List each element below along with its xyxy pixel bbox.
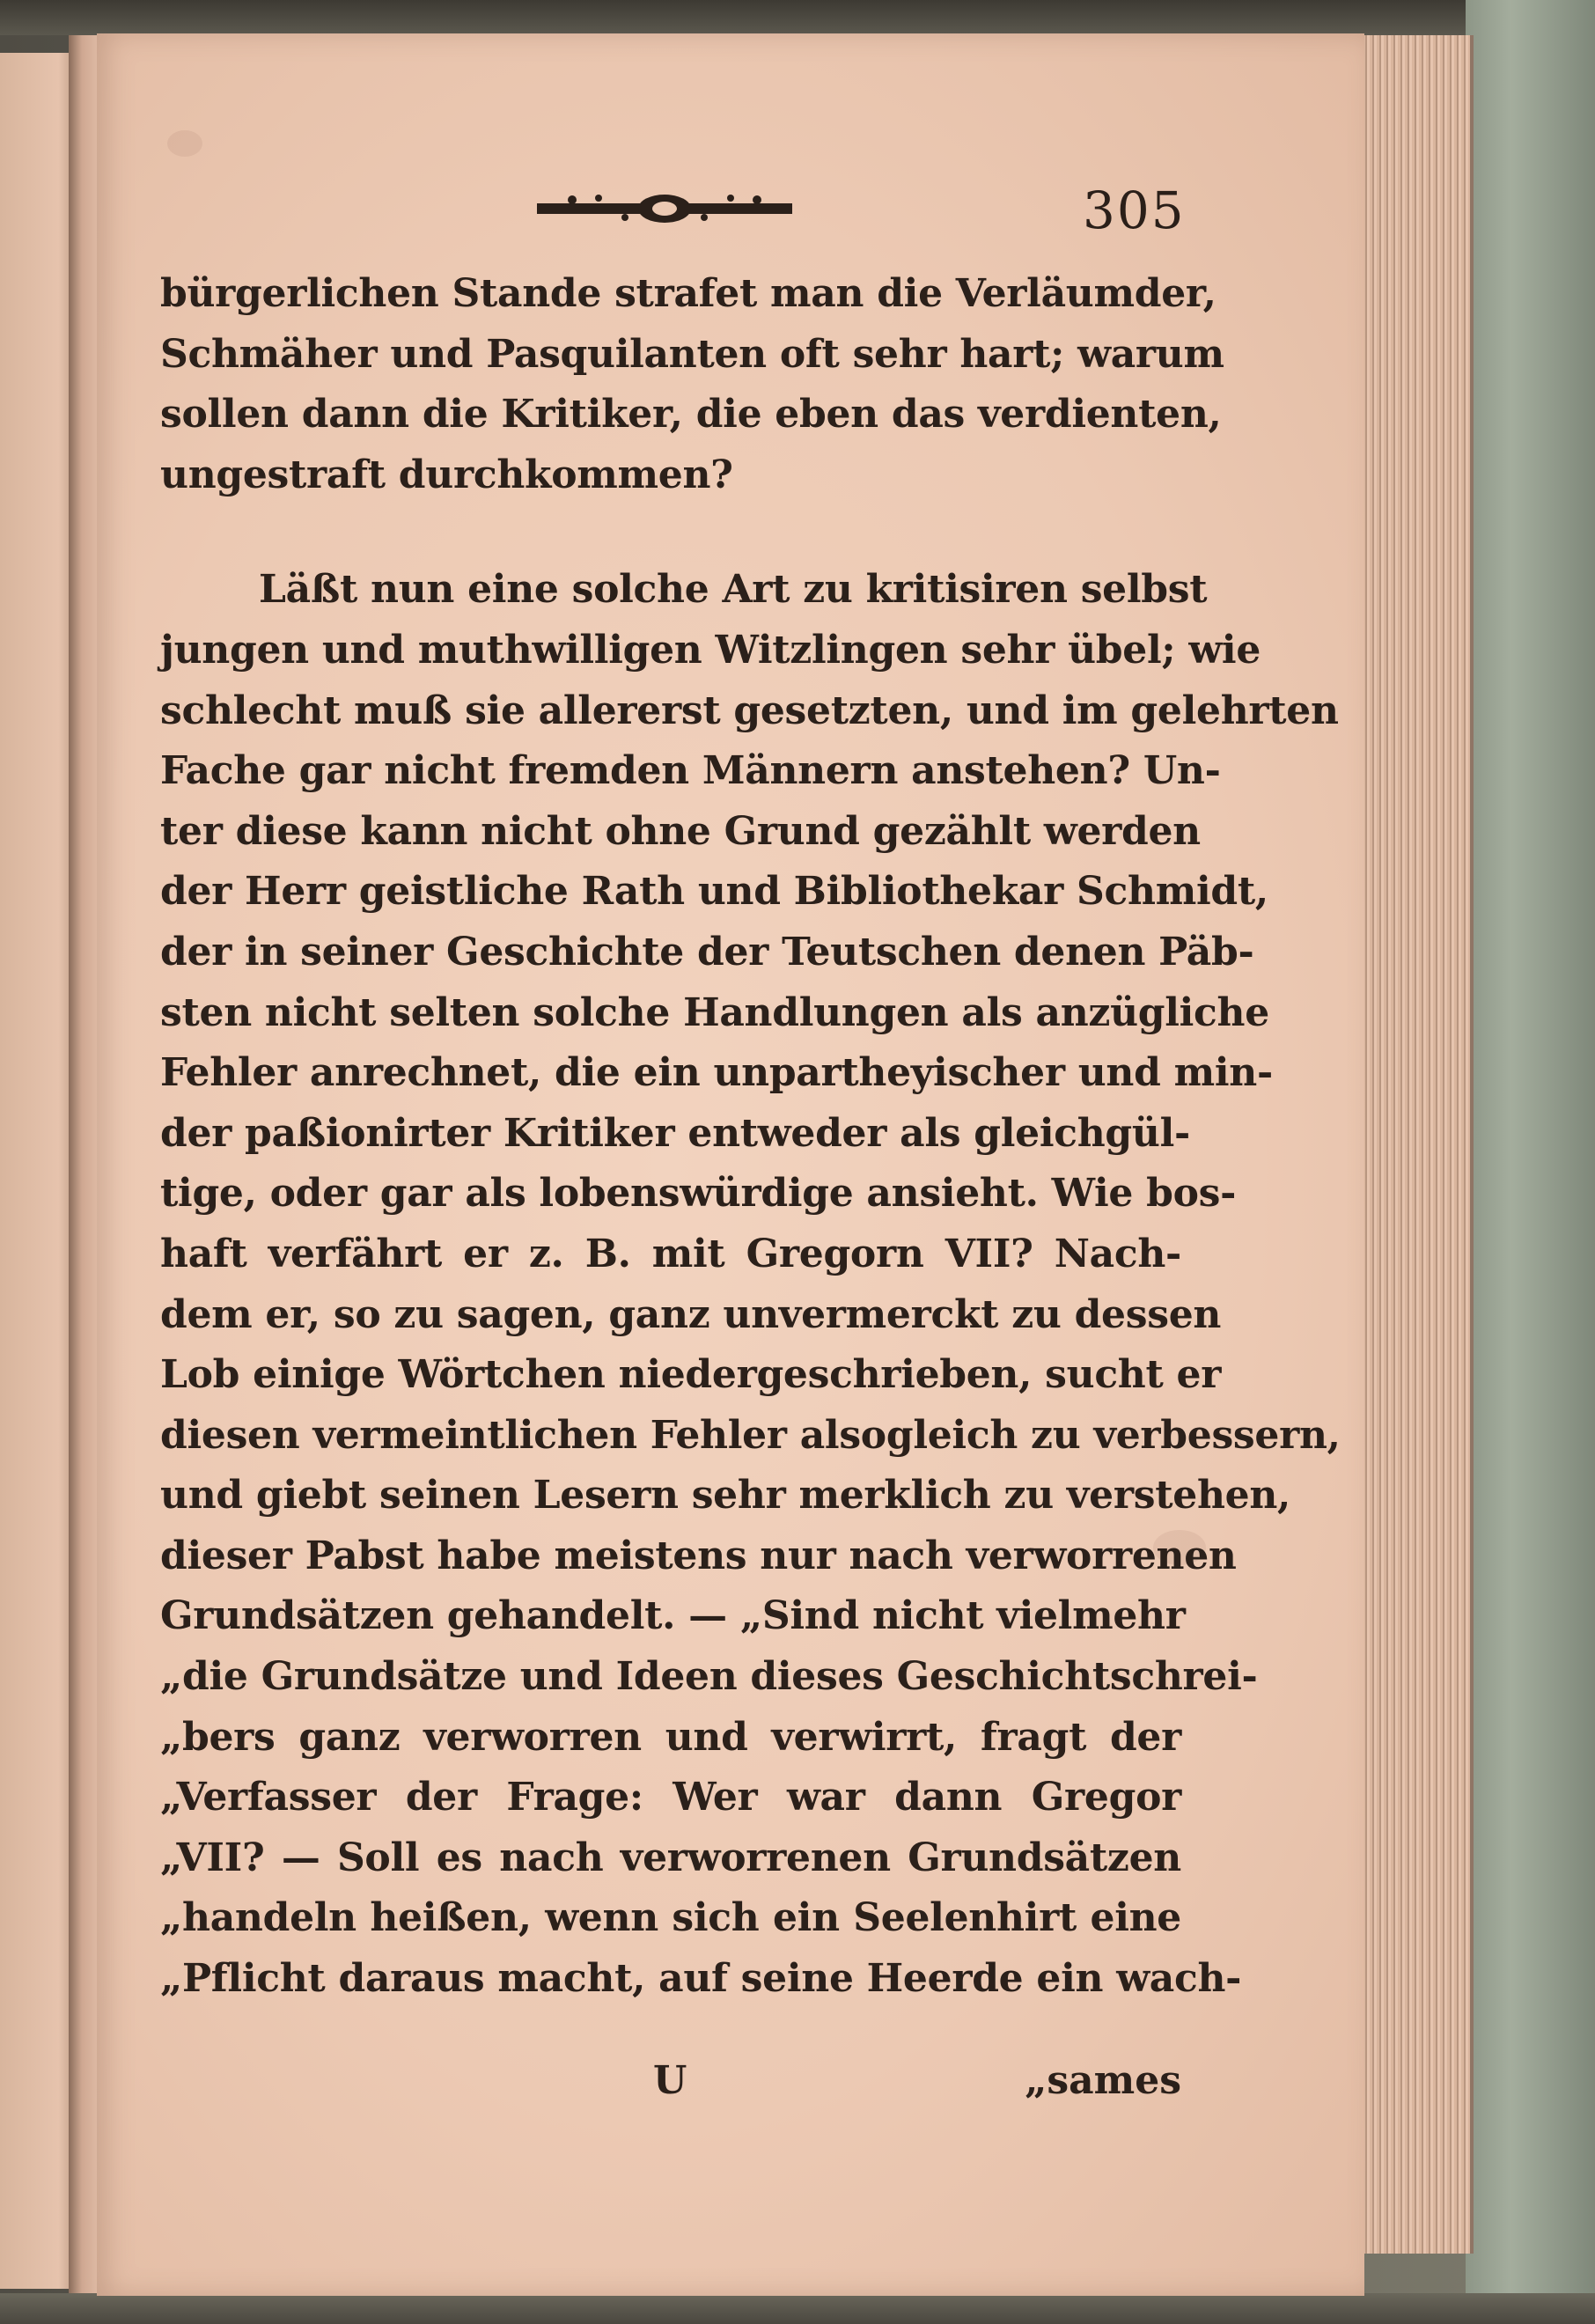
text-line: Schmäher und Pasquilanten oft sehr hart; warum: [160, 331, 1224, 377]
text-line: der paßionirter Kritiker entweder als gleichgül-: [160, 1110, 1190, 1156]
header-ornament-icon: [537, 191, 792, 226]
cover-top-edge: [0, 0, 1595, 35]
text-line: Fehler anrechnet, die ein unpartheyischer und min-: [160, 1050, 1273, 1096]
book-cover: [1466, 0, 1595, 2324]
page-footer: [160, 2058, 1181, 2120]
text-line: „VII? — Soll es nach verworrenen Grundsätzen: [160, 1835, 1181, 1880]
paragraph-2: [160, 560, 1341, 2009]
text-line: diesen vermeintlichen Fehler alsogleich zu verbessern,: [160, 1412, 1341, 1458]
text-line: jungen und muthwilligen Witzlingen sehr übel; wie: [160, 627, 1261, 673]
text-line: sten nicht selten solche Handlungen als anzügliche: [160, 989, 1269, 1035]
text-line: „Pflicht daraus macht, auf seine Heerde ein wach-: [160, 1956, 1242, 2002]
text-line: sollen dann die Kritiker, die eben das verdienten,: [160, 392, 1222, 438]
page-header: [537, 180, 1186, 260]
signature-mark: U: [653, 2058, 687, 2103]
text-line: Lob einige Wörtchen niedergeschrieben, sucht er: [160, 1352, 1222, 1398]
paragraph-1: [160, 264, 1224, 505]
text-line: ter diese kann nicht ohne Grund gezählt werden: [160, 808, 1201, 854]
text-line: „die Grundsätze und Ideen dieses Geschichtschrei-: [160, 1654, 1258, 1700]
text-line: „bers ganz verworren und verwirrt, fragt der: [160, 1714, 1181, 1760]
paper-stain: [167, 130, 202, 157]
paragraph-gap: [160, 505, 1181, 560]
text-line: „handeln heißen, wenn sich ein Seelenhirt eine: [160, 1895, 1181, 1941]
text-line: Grundsätzen gehandelt. — „Sind nicht vielmehr: [160, 1593, 1186, 1639]
catchword: „sames: [1025, 2058, 1181, 2103]
text-line: der Herr geistliche Rath und Bibliothekar Schmidt,: [160, 869, 1268, 915]
text-line: dieser Pabst habe meistens nur nach verworrenen: [160, 1533, 1237, 1578]
page-body-text: [160, 264, 1341, 2010]
page-number: 305: [1083, 180, 1186, 240]
text-line: und giebt seinen Lesern sehr merklich zu verstehen,: [160, 1473, 1291, 1519]
text-line: schlecht muß sie allererst gesetzten, und im gelehrten: [160, 688, 1339, 733]
text-line: bürgerlichen Stande strafet man die Verläumder,: [160, 271, 1216, 316]
text-line: Läßt nun eine solche Art zu kritisiren selbst: [259, 567, 1208, 613]
text-line: Fache gar nicht fremden Männern anstehen? Un-: [160, 748, 1221, 794]
text-line: „Verfasser der Frage: Wer war dann Gregor: [160, 1775, 1181, 1820]
text-line: ungestraft durchkommen?: [160, 452, 733, 497]
text-line: haft verfährt er z. B. mit Gregorn VII? Nach-: [160, 1231, 1181, 1276]
text-line: tige, oder gar als lobenswürdige ansieht. Wie bos-: [160, 1171, 1237, 1217]
text-line: dem er, so zu sagen, ganz unvermerckt zu dessen: [160, 1291, 1222, 1337]
cover-bottom-edge: [0, 2293, 1595, 2324]
page-block-edges: [1356, 35, 1474, 2254]
text-line: der in seiner Geschichte der Teutschen denen Päb-: [160, 929, 1254, 974]
